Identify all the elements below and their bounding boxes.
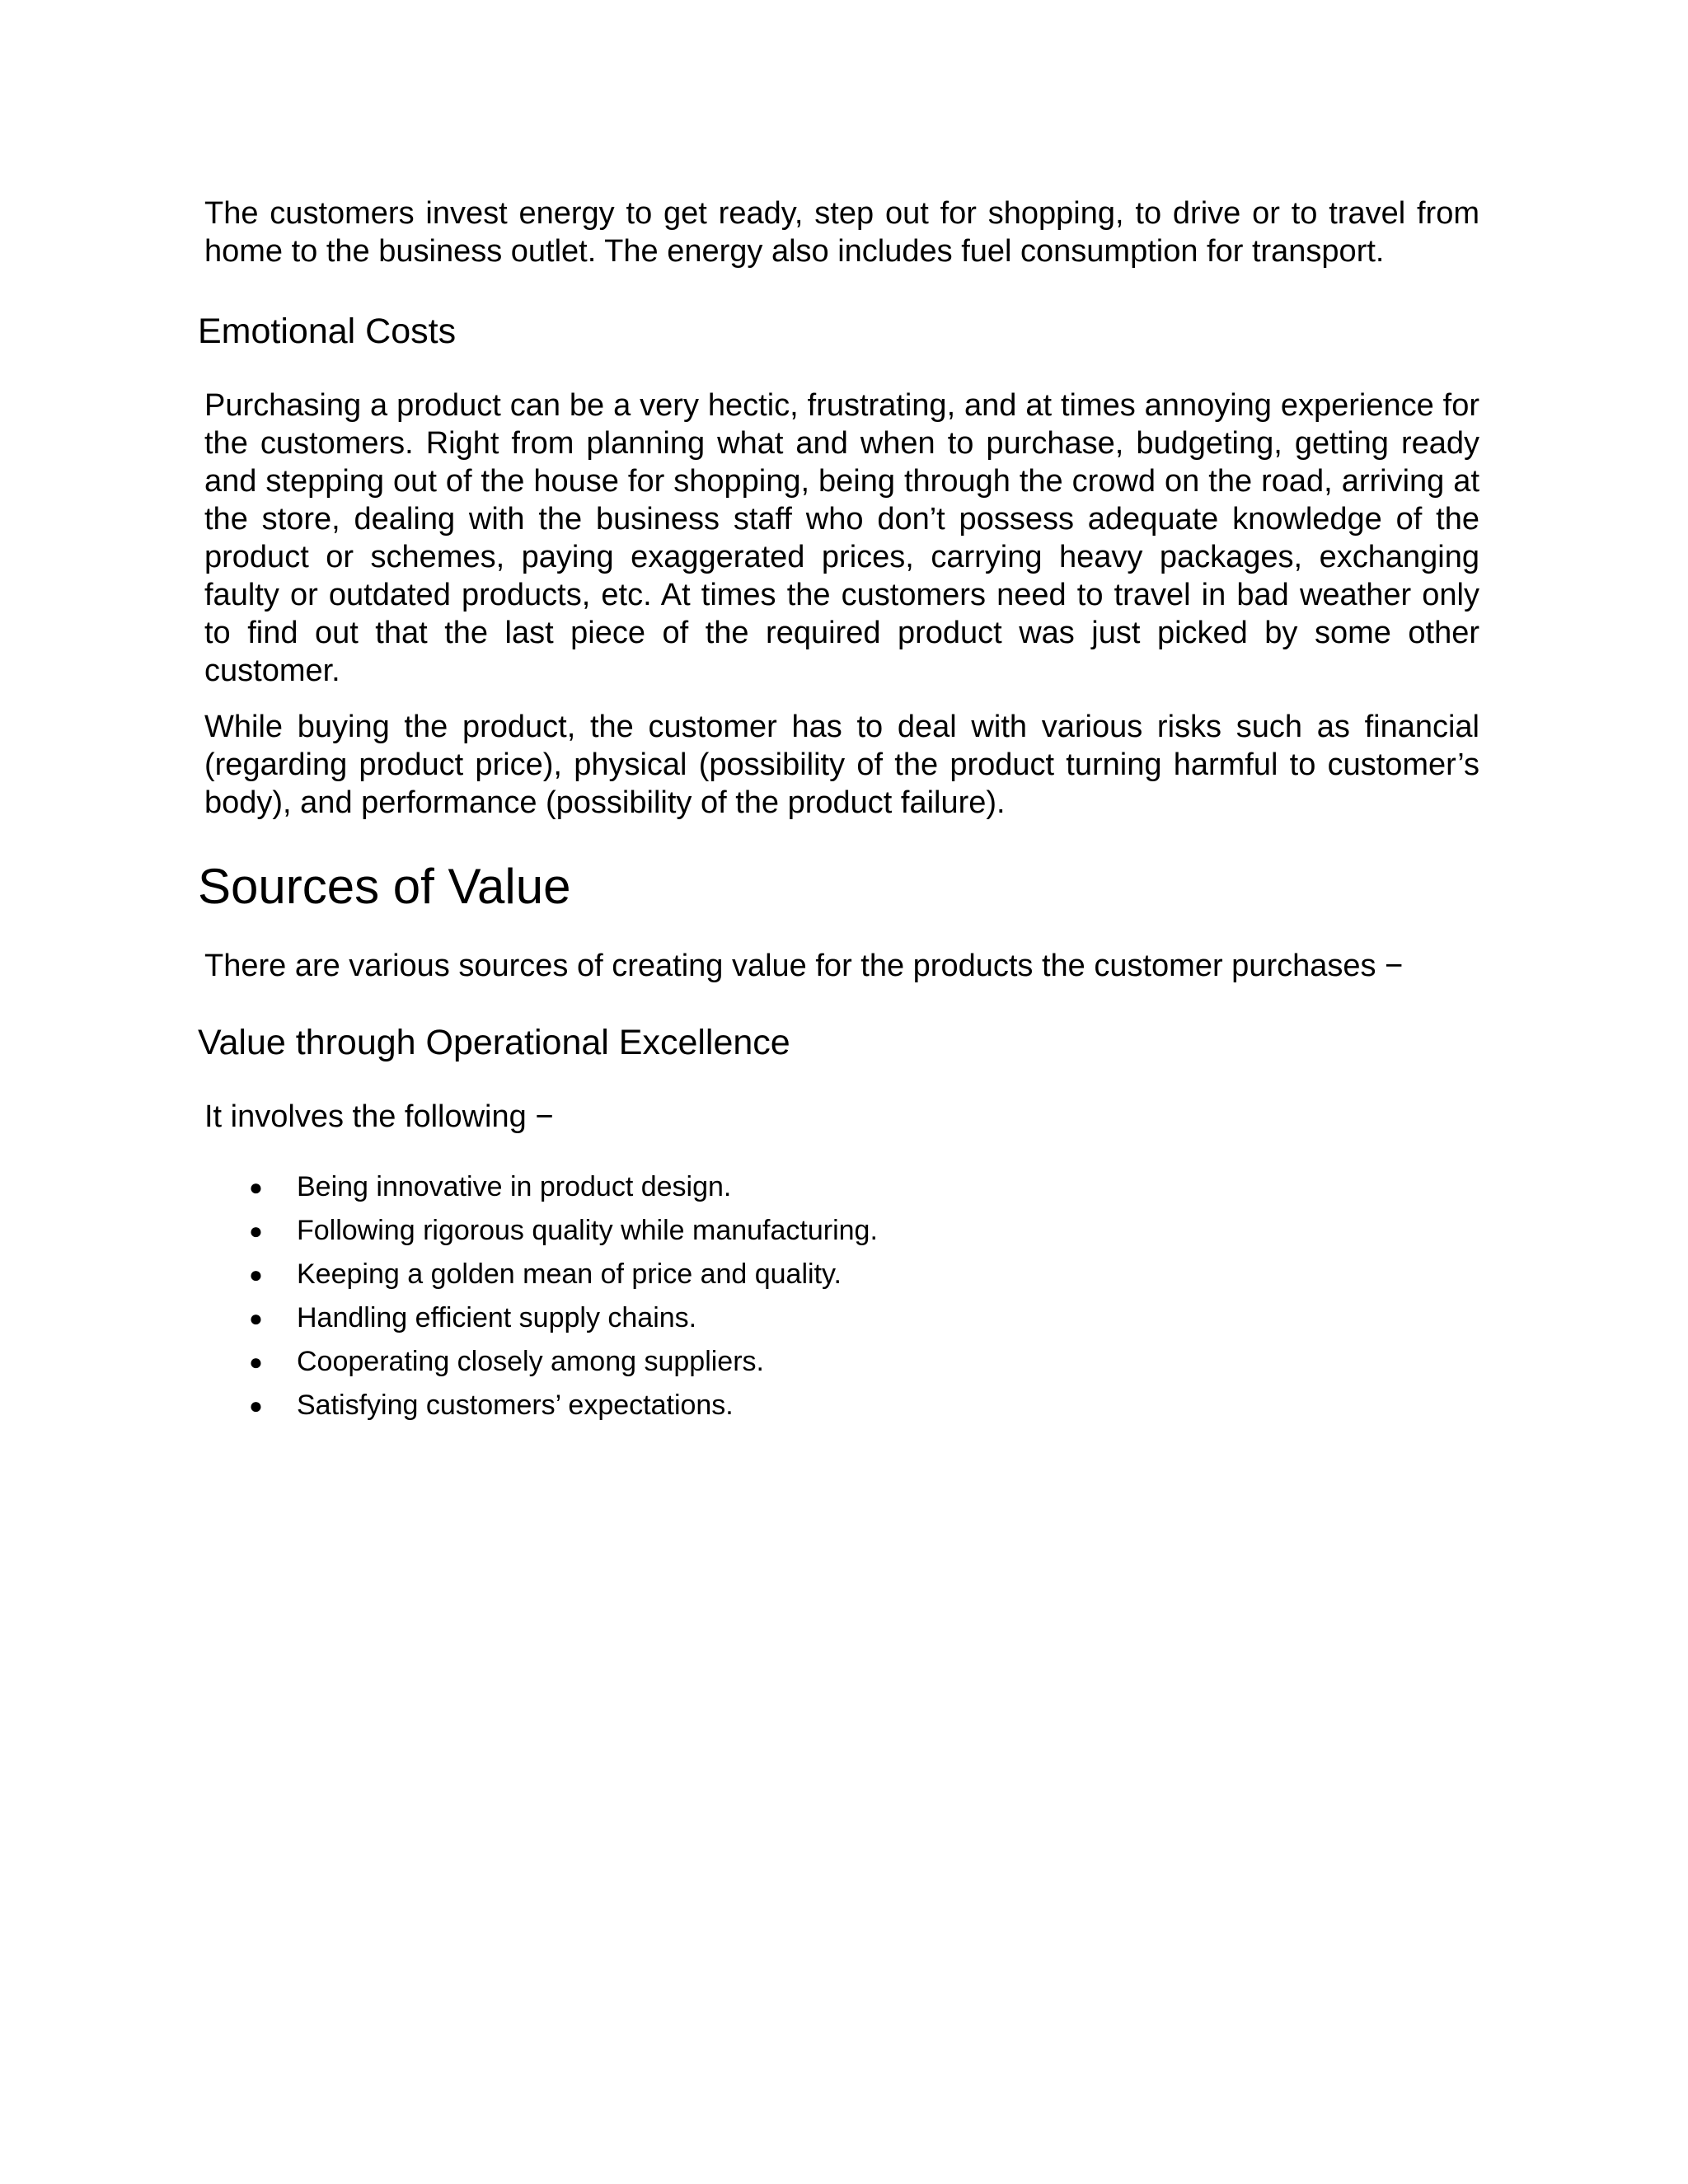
operational-excellence-list [198, 1165, 1479, 1427]
list-item [198, 1340, 1479, 1384]
bullet-icon: ● [249, 1393, 263, 1418]
bullet-icon: ● [249, 1305, 263, 1331]
list-item [198, 1209, 1479, 1253]
list-item-text: Keeping a golden mean of price and quality. [297, 1258, 842, 1290]
list-item-text: Satisfying customers’ expectations. [297, 1390, 734, 1421]
list-item-text: Cooperating closely among suppliers. [297, 1346, 764, 1377]
list-item [198, 1165, 1479, 1209]
list-item-text: Handling efficient supply chains. [297, 1302, 697, 1333]
operational-excellence-intro: It involves the following − [204, 1099, 554, 1134]
list-item-text: Being innovative in product design. [297, 1171, 732, 1202]
sources-of-value-heading: Sources of Value [198, 859, 571, 914]
list-item [198, 1253, 1479, 1296]
emotional-costs-paragraph-2: While buying the product, the customer has to deal with various risks such as financial (regarding product price), physical (possibility of the product turning harmful to customer’s body), and performance (possibility of the product failure). [204, 710, 1479, 820]
list-item [198, 1296, 1479, 1340]
emotional-costs-heading: Emotional Costs [198, 312, 457, 351]
bullet-icon: ● [249, 1218, 263, 1244]
emotional-costs-paragraph-1: Purchasing a product can be a very hectic, frustrating, and at times annoying experience for the customers. Right from planning what and when to purchase, budgeting, getting ready and stepping out of the house for shopping, being through the crowd on the road, arriving at the store, dealing with the business staff who don’t possess adequate knowledge of the product or schemes, paying exaggerated prices, carrying heavy packages, exchanging faulty or outdated products, etc. At times the customers need to travel in bad weather only to find out that the last piece of the required product was just picked by some other customer. [204, 388, 1479, 688]
bullet-icon: ● [249, 1174, 263, 1200]
list-item-text: Following rigorous quality while manufacturing. [297, 1215, 878, 1246]
energy-costs-paragraph: The customers invest energy to get ready, step out for shopping, to drive or to travel from home to the business outlet. The energy also includes fuel consumption for transport. [204, 196, 1479, 269]
list-item [198, 1384, 1479, 1427]
sources-of-value-intro: There are various sources of creating value for the products the customer purchases − [204, 949, 1404, 983]
page-content [198, 194, 1479, 1427]
operational-excellence-heading: Value through Operational Excellence [198, 1023, 790, 1062]
bullet-icon: ● [249, 1349, 263, 1375]
bullet-icon: ● [249, 1262, 263, 1287]
